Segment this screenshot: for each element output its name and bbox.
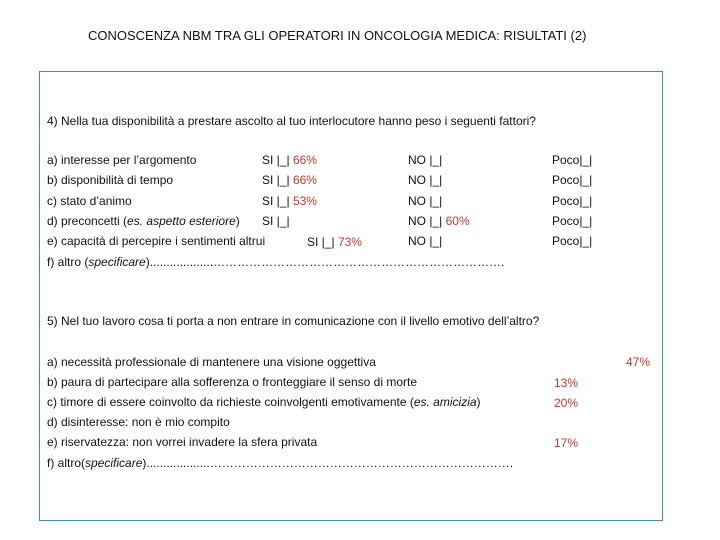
q4-row-d-si: SI |_| <box>262 214 290 228</box>
q4-row-b-poco: Poco|_| <box>552 173 593 187</box>
q4-row-c-si-pct: 53% <box>292 194 317 208</box>
q4-row-e-poco: Poco|_| <box>552 234 593 248</box>
q4-row-b-si-pct: 66% <box>292 173 317 187</box>
q5-item-a-label: a) necessità professionale di mantenere una visione oggettiva <box>47 355 376 369</box>
q4-row-b-no: NO |_| <box>408 173 443 187</box>
q4-row-e-si: SI |_| 73% <box>307 235 362 249</box>
q4-row-d-label: d) preconcetti (es. aspetto esteriore) <box>47 214 240 228</box>
q4-row-f-other: f) altro (specificare)...................………………………………………………………………. <box>47 255 505 269</box>
q5-item-d-label: d) disinteresse: non è mio compito <box>47 415 230 429</box>
q4-row-e-no: NO |_| <box>408 234 443 248</box>
questionnaire-panel <box>39 71 663 521</box>
q5-item-f-other: f) altro(specificare)...................…………………………………………………………………. <box>47 456 514 470</box>
q4-row-a-si-pct: 66% <box>292 153 317 167</box>
q4-row-d-no-pct: 60% <box>445 214 470 228</box>
q5-item-c-label: c) timore di essere coinvolto da richieste coinvolgenti emotivamente (es. amicizia) <box>47 395 481 409</box>
q4-row-c-si: SI |_| 53% <box>262 194 317 208</box>
q4-question: 4) Nella tua disponibilità a prestare ascolto al tuo interlocutore hanno peso i seguenti fattori? <box>47 114 536 128</box>
q4-row-a-si: SI |_| 66% <box>262 153 317 167</box>
q4-row-c-no: NO |_| <box>408 194 443 208</box>
q4-row-b-si: SI |_| 66% <box>262 173 317 187</box>
q4-row-c-poco: Poco|_| <box>552 194 593 208</box>
page-title: CONOSCENZA NBM TRA GLI OPERATORI IN ONCOLOGIA MEDICA: RISULTATI (2) <box>88 28 587 43</box>
q5-item-c-pct: 20% <box>554 396 579 410</box>
q4-row-a-no: NO |_| <box>408 153 443 167</box>
q5-question: 5) Nel tuo lavoro cosa ti porta a non entrare in comunicazione con il livello emotivo dell’altro? <box>47 314 540 328</box>
q4-row-a-poco: Poco|_| <box>552 153 593 167</box>
q4-row-e-si-pct: 73% <box>337 235 362 249</box>
q4-row-b-label: b) disponibilità di tempo <box>47 173 174 187</box>
q4-row-d-poco: Poco|_| <box>552 214 593 228</box>
q5-item-a-pct: 47% <box>626 355 651 369</box>
q5-item-b-label: b) paura di partecipare alla sofferenza o fronteggiare il senso di morte <box>47 375 417 389</box>
q5-item-e-pct: 17% <box>554 436 579 450</box>
q4-row-e-label: e) capacità di percepire i sentimenti altrui <box>47 234 266 248</box>
q4-row-a-label: a) interesse per l’argomento <box>47 153 197 167</box>
q5-item-b-pct: 13% <box>554 376 579 390</box>
q5-item-e-label: e) riservatezza: non vorrei invadere la sfera privata <box>47 435 318 449</box>
q4-row-c-label: c) stato d’animo <box>47 194 132 208</box>
q4-row-d-no: NO |_| 60% <box>408 214 470 228</box>
